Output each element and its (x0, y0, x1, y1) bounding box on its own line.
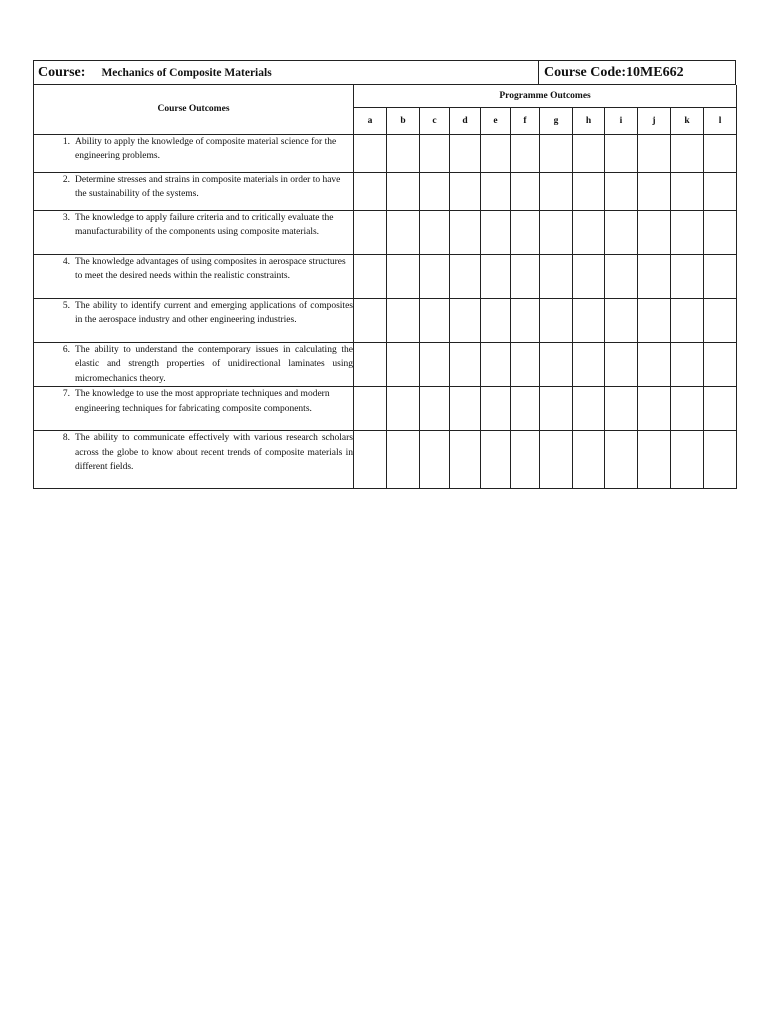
po-mapping-cell[interactable] (573, 298, 605, 342)
po-mapping-cell[interactable] (450, 172, 481, 210)
po-mapping-cell[interactable] (704, 210, 737, 254)
po-mapping-cell[interactable] (605, 134, 638, 172)
po-mapping-cell[interactable] (605, 210, 638, 254)
outcome-cell (34, 342, 354, 387)
po-mapping-cell[interactable] (450, 210, 481, 254)
outcome-cell (34, 134, 354, 172)
po-mapping-cell[interactable] (638, 342, 671, 387)
po-mapping-cell[interactable] (387, 387, 420, 431)
course-code: Course Code:10ME662 (544, 64, 684, 80)
po-mapping-cell[interactable] (481, 210, 511, 254)
outcome-text: The knowledge advantages of using composites in aerospace structures to meet the desired needs within the realistic constraints. (75, 256, 346, 281)
po-mapping-cell[interactable] (605, 431, 638, 489)
outcome-text: Determine stresses and strains in composite materials in order to have the sustainability of the systems. (75, 174, 341, 199)
po-mapping-cell[interactable] (354, 172, 387, 210)
course-outcome-sheet (33, 60, 736, 489)
po-mapping-cell[interactable] (638, 387, 671, 431)
outcome-row (34, 298, 737, 342)
po-mapping-cell[interactable] (420, 387, 450, 431)
po-letter: k (671, 107, 704, 134)
po-mapping-cell[interactable] (450, 387, 481, 431)
po-mapping-cell[interactable] (638, 172, 671, 210)
po-mapping-cell[interactable] (638, 298, 671, 342)
po-mapping-cell[interactable] (605, 387, 638, 431)
po-letter: h (573, 107, 605, 134)
po-mapping-cell[interactable] (704, 298, 737, 342)
outcome-cell (34, 210, 354, 254)
outcome-number: 4. (62, 256, 70, 267)
po-mapping-cell[interactable] (573, 431, 605, 489)
po-mapping-cell[interactable] (540, 342, 573, 387)
po-letter: b (387, 107, 420, 134)
outcome-number: 6. (62, 344, 70, 355)
po-mapping-cell[interactable] (605, 254, 638, 298)
outcome-row (34, 342, 737, 387)
po-mapping-cell[interactable] (420, 298, 450, 342)
po-mapping-cell[interactable] (704, 387, 737, 431)
po-mapping-cell[interactable] (354, 387, 387, 431)
po-mapping-cell[interactable] (450, 254, 481, 298)
outcome-text: The ability to identify current and emerging applications of composites in the aerospace industry and other engineering industries. (75, 300, 353, 325)
po-mapping-cell[interactable] (511, 172, 540, 210)
po-mapping-cell[interactable] (481, 298, 511, 342)
po-mapping-cell[interactable] (511, 254, 540, 298)
po-letter: i (605, 107, 638, 134)
outcome-text: The ability to understand the contemporary issues in calculating the elastic and strength properties of unidirectional laminates using micromechanics theory. (75, 344, 353, 384)
po-letter: j (638, 107, 671, 134)
po-mapping-cell[interactable] (354, 254, 387, 298)
po-mapping-cell[interactable] (671, 254, 704, 298)
outcome-text: The knowledge to apply failure criteria and to critically evaluate the manufacturability of the components using composite materials. (75, 212, 334, 237)
po-mapping-cell[interactable] (420, 431, 450, 489)
outcome-row (34, 210, 737, 254)
po-mapping-cell[interactable] (605, 342, 638, 387)
po-mapping-cell[interactable] (704, 172, 737, 210)
course-cell (34, 61, 539, 84)
po-mapping-cell[interactable] (540, 134, 573, 172)
outcome-cell (34, 254, 354, 298)
po-mapping-cell[interactable] (540, 387, 573, 431)
outcome-number: 3. (62, 212, 70, 223)
po-mapping-cell[interactable] (573, 172, 605, 210)
po-mapping-cell[interactable] (481, 431, 511, 489)
po-mapping-cell[interactable] (450, 298, 481, 342)
po-mapping-cell[interactable] (387, 210, 420, 254)
po-mapping-cell[interactable] (387, 431, 420, 489)
po-letter: e (481, 107, 511, 134)
po-letter: g (540, 107, 573, 134)
po-letter: d (450, 107, 481, 134)
po-mapping-cell[interactable] (420, 342, 450, 387)
outcome-text: The ability to communicate effectively with various research scholars across the globe to know about recent trends of composite materials in different fields. (75, 433, 353, 472)
po-mapping-cell[interactable] (387, 134, 420, 172)
po-letter: a (354, 107, 387, 134)
po-mapping-cell[interactable] (671, 431, 704, 489)
outcome-cell (34, 431, 354, 489)
po-mapping-cell[interactable] (481, 172, 511, 210)
po-mapping-cell[interactable] (704, 254, 737, 298)
outcome-cell (34, 298, 354, 342)
outcome-text: Ability to apply the knowledge of composite material science for the engineering problems. (75, 136, 337, 161)
po-mapping-cell[interactable] (450, 431, 481, 489)
po-mapping-cell[interactable] (420, 210, 450, 254)
outcome-cell (34, 387, 354, 431)
po-mapping-cell[interactable] (387, 172, 420, 210)
outcome-number: 8. (62, 433, 70, 443)
po-mapping-cell[interactable] (573, 134, 605, 172)
po-mapping-cell[interactable] (671, 298, 704, 342)
po-mapping-cell[interactable] (511, 342, 540, 387)
po-mapping-cell[interactable] (420, 172, 450, 210)
po-mapping-cell[interactable] (540, 210, 573, 254)
outcome-row (34, 387, 737, 431)
po-mapping-cell[interactable] (671, 172, 704, 210)
po-mapping-cell[interactable] (387, 342, 420, 387)
po-mapping-cell[interactable] (354, 134, 387, 172)
po-mapping-cell[interactable] (511, 431, 540, 489)
po-mapping-cell[interactable] (540, 254, 573, 298)
outcome-number: 7. (62, 389, 70, 399)
outcome-number: 2. (62, 174, 70, 185)
po-mapping-cell[interactable] (638, 134, 671, 172)
po-mapping-cell[interactable] (481, 342, 511, 387)
po-mapping-cell[interactable] (638, 431, 671, 489)
po-mapping-cell[interactable] (638, 254, 671, 298)
outcome-row (34, 254, 737, 298)
course-outcomes-header: Course Outcomes (34, 85, 354, 134)
po-mapping-cell[interactable] (511, 134, 540, 172)
po-letter: c (420, 107, 450, 134)
programme-outcomes-header: Programme Outcomes (354, 85, 737, 107)
po-mapping-cell[interactable] (387, 254, 420, 298)
po-mapping-cell[interactable] (511, 210, 540, 254)
po-mapping-cell[interactable] (450, 134, 481, 172)
outcome-number: 5. (62, 300, 70, 311)
po-mapping-cell[interactable] (573, 387, 605, 431)
po-mapping-cell[interactable] (671, 342, 704, 387)
outcome-number: 1. (62, 136, 70, 147)
po-letter: f (511, 107, 540, 134)
course-label: Course: (38, 64, 86, 80)
po-letter: l (704, 107, 737, 134)
po-mapping-cell[interactable] (450, 342, 481, 387)
po-mapping-cell[interactable] (540, 172, 573, 210)
po-mapping-cell[interactable] (704, 431, 737, 489)
po-mapping-cell[interactable] (540, 298, 573, 342)
outcome-row (34, 172, 737, 210)
po-mapping-cell[interactable] (638, 210, 671, 254)
po-mapping-cell[interactable] (671, 387, 704, 431)
course-header-row (33, 60, 736, 85)
po-mapping-cell[interactable] (420, 134, 450, 172)
po-mapping-cell[interactable] (354, 431, 387, 489)
po-mapping-cell[interactable] (420, 254, 450, 298)
po-mapping-cell[interactable] (540, 431, 573, 489)
outcome-row (34, 431, 737, 489)
po-mapping-cell[interactable] (354, 342, 387, 387)
outcome-cell (34, 172, 354, 210)
outcome-row (34, 134, 737, 172)
course-name: Mechanics of Composite Materials (101, 66, 272, 79)
po-mapping-cell[interactable] (481, 134, 511, 172)
po-mapping-cell[interactable] (671, 210, 704, 254)
po-mapping-cell[interactable] (481, 254, 511, 298)
po-mapping-cell[interactable] (354, 210, 387, 254)
outcome-text: The knowledge to use the most appropriate techniques and modern engineering techniques for fabricating composite components. (75, 389, 330, 414)
po-mapping-cell[interactable] (387, 298, 420, 342)
po-mapping-cell[interactable] (511, 387, 540, 431)
po-mapping-cell[interactable] (605, 172, 638, 210)
outcomes-table (33, 85, 737, 489)
po-mapping-cell[interactable] (481, 387, 511, 431)
po-mapping-cell[interactable] (511, 298, 540, 342)
po-mapping-cell[interactable] (573, 210, 605, 254)
po-mapping-cell[interactable] (704, 134, 737, 172)
po-mapping-cell[interactable] (605, 298, 638, 342)
po-mapping-cell[interactable] (671, 134, 704, 172)
po-mapping-cell[interactable] (573, 254, 605, 298)
po-mapping-cell[interactable] (573, 342, 605, 387)
po-mapping-cell[interactable] (704, 342, 737, 387)
po-mapping-cell[interactable] (354, 298, 387, 342)
